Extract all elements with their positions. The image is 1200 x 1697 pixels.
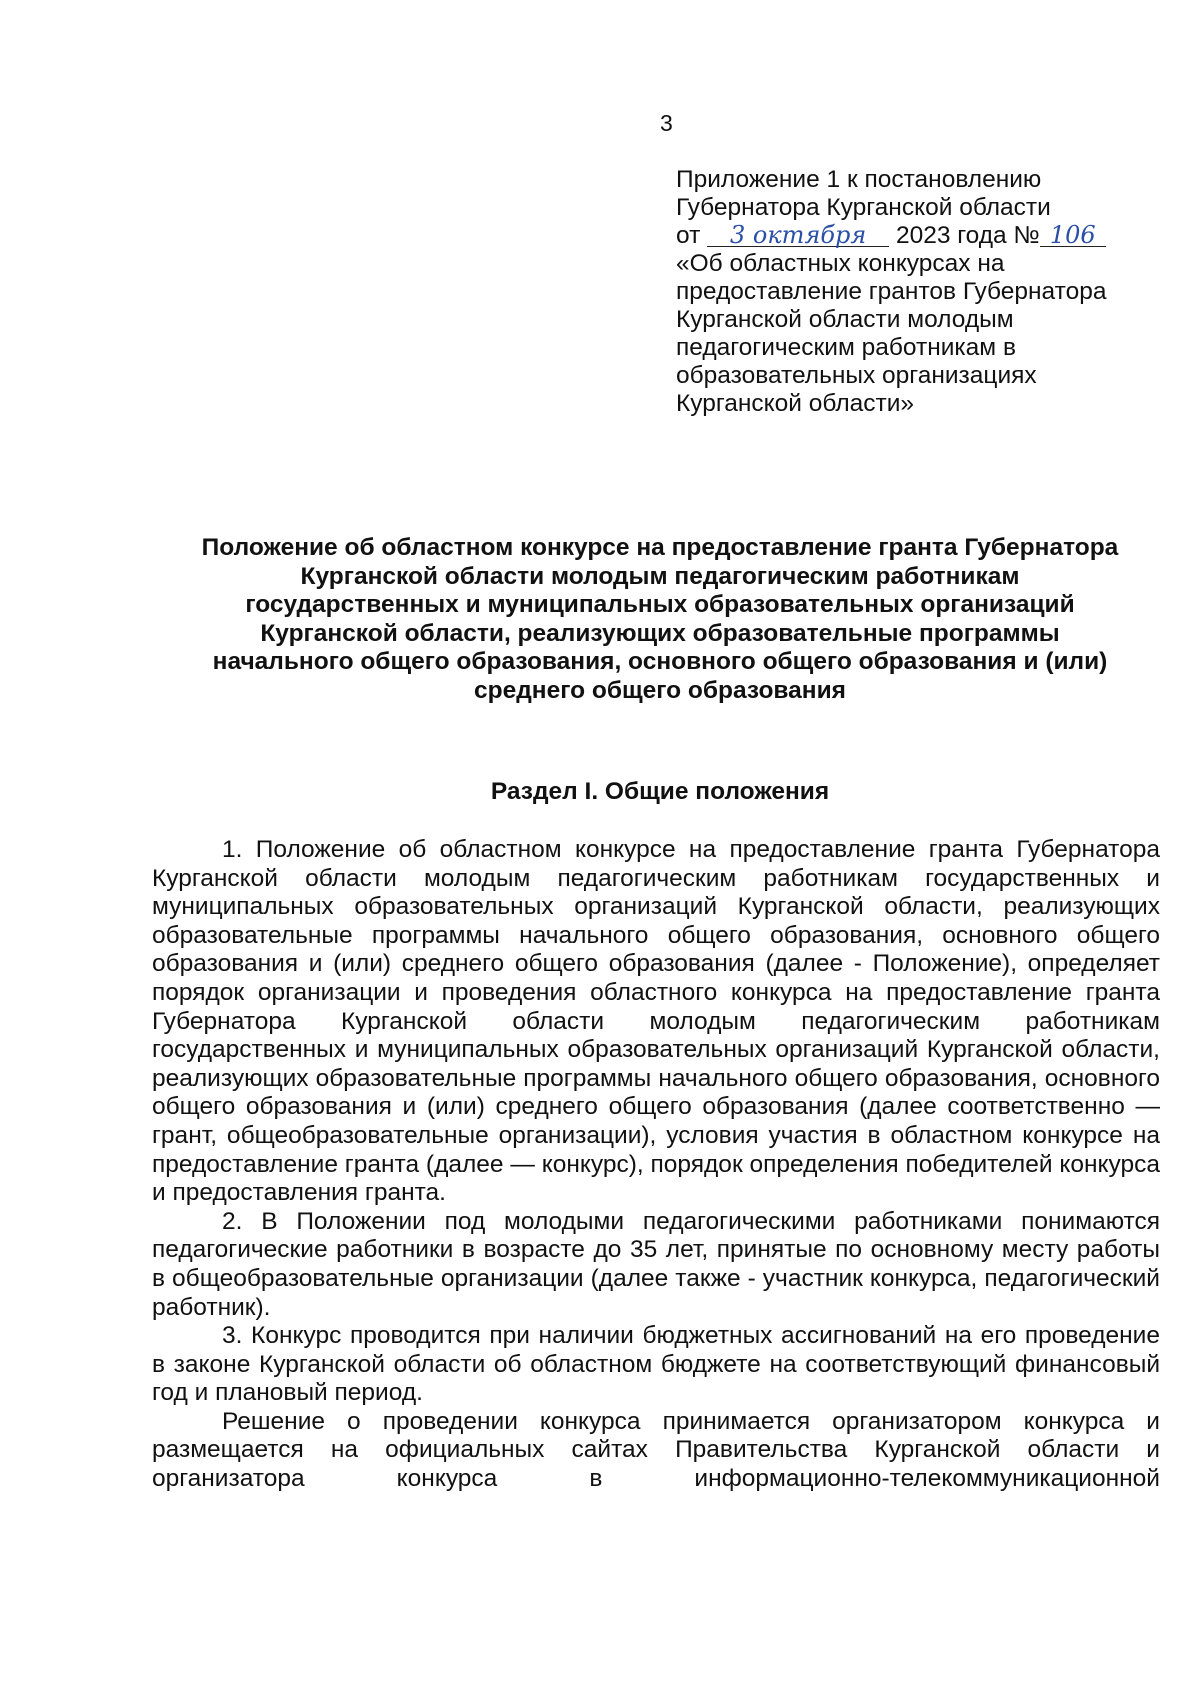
paragraph-3: 3. Конкурс проводится при наличии бюджетных ассигнований на его проведение в законе Курганской области об областном бюджете на соответствующий финансовый год и плановый период. (152, 1322, 1160, 1407)
page-number: 3 (660, 110, 673, 136)
appendix-line: педагогическим работникам в (676, 334, 1016, 361)
section-heading: Раздел I. Общие положения (490, 778, 830, 805)
title-line: Курганской области, реализующих образовательные программы (260, 619, 1060, 647)
title-line: Положение об областном конкурсе на предоставление гранта Губернатора (201, 534, 1119, 561)
appendix-line: Губернатора Курганской области (676, 194, 1051, 221)
title-line: Курганской области молодым педагогическим работникам (300, 562, 1020, 590)
appendix-date-line (676, 222, 1176, 250)
appendix-block (676, 166, 1176, 418)
appendix-line: «Об областных конкурсах на (676, 250, 1005, 277)
appendix-line: Приложение 1 к постановлению (676, 166, 1042, 193)
paragraph-4: Решение о проведении конкурса принимается организатором конкурса и размещается на официальных сайтах Правительства Курганской области и организатора конкурса в информационно-телекоммуникационной (152, 1407, 1160, 1493)
appendix-line: Курганской области молодым (676, 306, 1014, 333)
appendix-line: предоставление грантов Губернатора (676, 278, 1107, 305)
paragraph-2: 2. В Положении под молодыми педагогическими работниками понимаются педагогические работники в возрасте до 35 лет, принятые по основному месту работы в общеобразовательные организации (далее также - участник конкурса, педагогический работник). (152, 1207, 1160, 1321)
title-line: начального общего образования, основного общего образования и (или) (212, 648, 1108, 675)
title-line: государственных и муниципальных образовательных организаций (245, 591, 1075, 618)
body-text (152, 836, 1160, 1494)
date-year: 2023 года № (895, 222, 1040, 249)
date-prefix: от (676, 222, 701, 249)
handwritten-number: 106 (1040, 224, 1106, 247)
handwritten-date: 3 октября (707, 224, 889, 247)
document-title (140, 534, 1180, 705)
appendix-line: Курганской области» (676, 390, 915, 417)
appendix-line: образовательных организациях (676, 362, 1037, 389)
title-line: среднего общего образования (474, 676, 846, 704)
paragraph-1: 1. Положение об областном конкурсе на предоставление гранта Губернатора Курганской области молодым педагогическим работникам государственных и муниципальных образовательных организаций Курганской области, реализующих образовательные программы начального общего образования, основного общего образования и (или) среднего общего образования (далее - Положение), определяет порядок организации и проведения областного конкурса на предоставление гранта Губернатора Курганской области молодым педагогическим работникам государственных и муниципальных образовательных организаций Курганской области, реализующих образовательные программы начального общего образования, основного общего образования и (или) среднего общего образования (далее соответственно — грант, общеобразовательные организации), условия участия в областном конкурсе на предоставление гранта (далее — конкурс), порядок определения победителей конкурса и предоставления гранта. (152, 836, 1160, 1207)
